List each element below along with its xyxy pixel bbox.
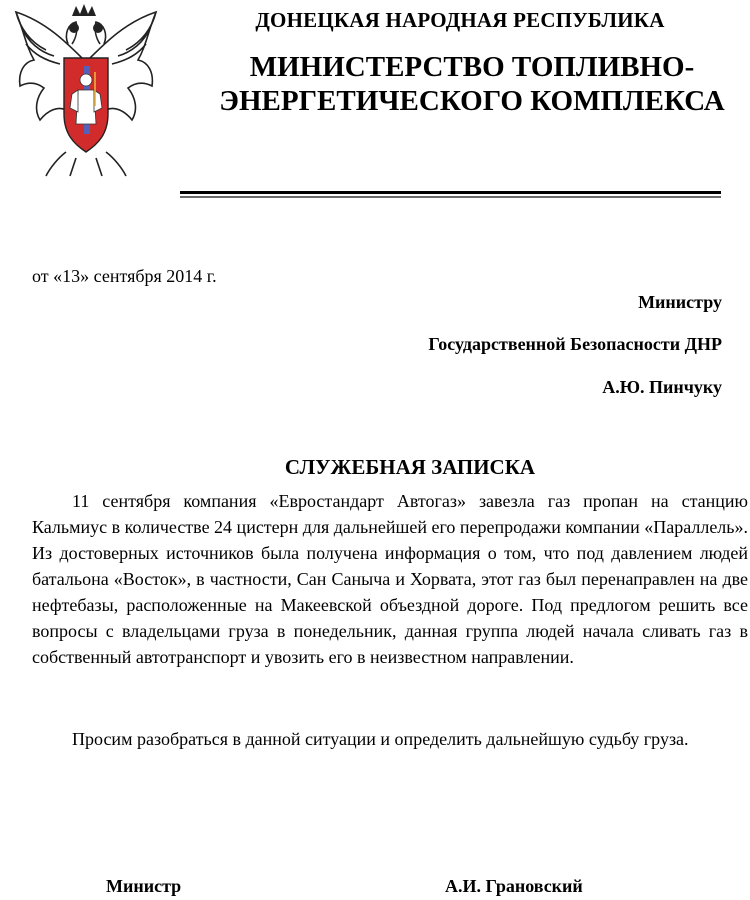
header-divider-shadow <box>180 196 721 198</box>
header-divider <box>180 191 721 194</box>
addressee-position: Министру <box>638 292 722 312</box>
addressee-name: А.Ю. Пинчуку <box>602 377 722 397</box>
dnr-coat-of-arms-icon <box>6 2 166 180</box>
document-date: от «13» сентября 2014 г. <box>32 266 217 286</box>
addressee-department: Государственной Безопасности ДНР <box>428 334 722 354</box>
signatory-role: Министр <box>106 876 182 896</box>
document-title: СЛУЖЕБНАЯ ЗАПИСКА <box>284 455 536 479</box>
ministry-title: МИНИСТЕРСТВО ТОПЛИВНО-ЭНЕРГЕТИЧЕСКОГО КОМПЛЕКСА <box>219 51 725 117</box>
signatory-name: А.И. Грановский <box>445 876 583 896</box>
body-paragraph: 11 сентября компания «Евростандарт Автогаз» завезла газ пропан на станцию Кальмиус в количестве 24 цистерн для дальнейшей его перепродажи компании «Параллель». Из достоверных источников была получена информация о том, что под давлением людей батальона «Восток», в частности, Сан Саныча и Хорвата, этот газ был перенаправлен на две нефтебазы, расположенные на Макеевской объездной дороге. Под предлогом решить все вопросы с владельцами груза в понедельник, данная группа людей начала сливать газ в собственный автотранспорт и увозить его в неизвестном направлении. <box>32 491 749 667</box>
body-paragraph: Просим разобраться в данной ситуации и определить дальнейшую судьбу груза. <box>72 729 689 749</box>
republic-title: ДОНЕЦКАЯ НАРОДНАЯ РЕСПУБЛИКА <box>255 8 665 32</box>
